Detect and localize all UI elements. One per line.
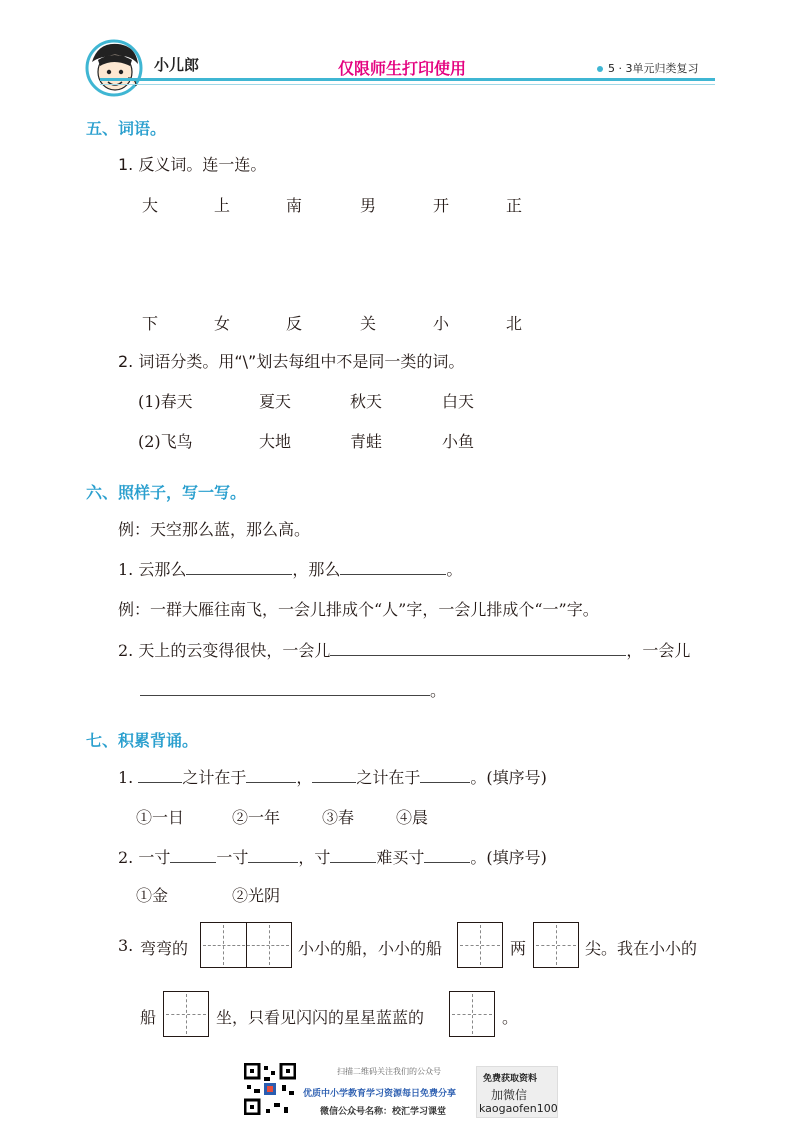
q3-text-c: 两 xyxy=(510,939,527,958)
answer-blank[interactable] xyxy=(246,768,296,783)
s6-q1: 1. 云那么 ，那么 。 xyxy=(118,560,463,579)
footer-scan: 扫描二维码关注我们的公众号 xyxy=(337,1067,441,1076)
s6-q2: 2. 天上的云变得很快，一会儿 ，一会儿 xyxy=(118,641,691,660)
boy-mascot-icon xyxy=(84,38,148,98)
answer-blank[interactable] xyxy=(340,560,446,575)
bullet-dot-icon xyxy=(597,66,603,72)
option: ①一日 xyxy=(136,808,185,827)
answer-blank[interactable] xyxy=(170,848,216,863)
answer-blank[interactable] xyxy=(312,768,356,783)
group-word[interactable]: 夏天 xyxy=(259,392,292,411)
answer-blank[interactable] xyxy=(330,641,626,656)
word-top[interactable]: 正 xyxy=(506,196,523,215)
section-6-title: 六、照样子，写一写。 xyxy=(86,483,247,502)
answer-blank[interactable] xyxy=(186,560,292,575)
section-7-title: 七、积累背诵。 xyxy=(86,731,199,750)
word-top[interactable]: 男 xyxy=(360,196,377,215)
q3-text-b: 小小的船，小小的船 xyxy=(298,939,443,958)
word-bottom[interactable]: 反 xyxy=(286,314,303,333)
q3-text-f: 坐，只看见闪闪的星星蓝蓝的 xyxy=(216,1008,425,1027)
option: ④晨 xyxy=(396,808,429,827)
example-1: 例：天空那么蓝，那么高。 xyxy=(118,520,311,539)
print-notice: 仅限师生打印使用 xyxy=(338,59,467,78)
answer-blank[interactable] xyxy=(420,768,470,783)
brand-name: 小儿郎 xyxy=(154,56,200,74)
footer-slogan: 优质中小学教育学习资源每日免费分享 xyxy=(303,1089,457,1099)
footer-free: 免费获取资料 xyxy=(483,1074,538,1084)
word-bottom[interactable]: 关 xyxy=(360,314,377,333)
answer-blank[interactable] xyxy=(424,848,470,863)
footer-wechat-box xyxy=(476,1066,558,1118)
q3-text-g: 。 xyxy=(502,1008,519,1027)
example-2: 例：一群大雁往南飞，一会儿排成个“人”字，一会儿排成个“一”字。 xyxy=(118,600,599,619)
word-bottom[interactable]: 北 xyxy=(506,314,523,333)
group-word[interactable]: (1)春天 xyxy=(138,392,193,411)
answer-blank[interactable] xyxy=(330,848,376,863)
q3-text-e: 船 xyxy=(140,1008,157,1027)
s7-q1: 1. 之计在于 ， 之计在于 。(填序号) xyxy=(118,768,547,787)
group-word[interactable]: 青蛙 xyxy=(350,432,383,451)
answer-blank[interactable] xyxy=(248,848,298,863)
word-bottom[interactable]: 小 xyxy=(433,314,450,333)
s5-q1-label: 1. 反义词。连一连。 xyxy=(118,155,267,174)
q3-num: 3. xyxy=(118,936,134,955)
option: ③春 xyxy=(322,808,355,827)
series-title: 5 · 3单元归类复习 xyxy=(597,60,699,76)
word-bottom[interactable]: 女 xyxy=(214,314,231,333)
group-word[interactable]: 秋天 xyxy=(350,392,383,411)
word-top[interactable]: 南 xyxy=(286,196,303,215)
header-rule xyxy=(100,78,715,81)
tianzige-box[interactable] xyxy=(457,922,503,968)
section-5-title: 五、词语。 xyxy=(86,119,167,138)
word-top[interactable]: 开 xyxy=(433,196,450,215)
tianzige-box[interactable] xyxy=(533,922,579,968)
q3-text-a: 弯弯的 xyxy=(140,939,189,958)
tianzige-box[interactable] xyxy=(163,991,209,1037)
q3-text-d: 尖。我在小小的 xyxy=(585,939,698,958)
footer-wechat: 加微信 xyxy=(491,1088,528,1102)
group-word[interactable]: (2)飞鸟 xyxy=(138,432,193,451)
header-rule-thin xyxy=(100,84,715,85)
group-word[interactable]: 小鱼 xyxy=(442,432,475,451)
s7-q2: 2. 一寸 一寸 ，寸 难买寸 。(填序号) xyxy=(118,848,547,867)
group-word[interactable]: 大地 xyxy=(259,432,292,451)
option: ①金 xyxy=(136,886,169,905)
option: ②光阴 xyxy=(232,886,281,905)
group-word[interactable]: 白天 xyxy=(442,392,475,411)
s5-q2-label: 2. 词语分类。用“\”划去每组中不是同一类的词。 xyxy=(118,352,465,371)
option: ②一年 xyxy=(232,808,281,827)
footer-account: 微信公众号名称：校汇学习课堂 xyxy=(320,1107,447,1117)
word-top[interactable]: 大 xyxy=(142,196,159,215)
qr-code-icon[interactable] xyxy=(244,1063,296,1115)
word-top[interactable]: 上 xyxy=(214,196,231,215)
tianzige-box[interactable] xyxy=(449,991,495,1037)
footer-wechat-id: kaogaofen100 xyxy=(479,1102,558,1115)
answer-blank[interactable] xyxy=(138,768,182,783)
word-bottom[interactable]: 下 xyxy=(142,314,159,333)
tianzige-box-2[interactable] xyxy=(200,922,292,968)
answer-blank[interactable] xyxy=(140,681,430,696)
s6-q2-line2: 。 xyxy=(140,678,446,701)
